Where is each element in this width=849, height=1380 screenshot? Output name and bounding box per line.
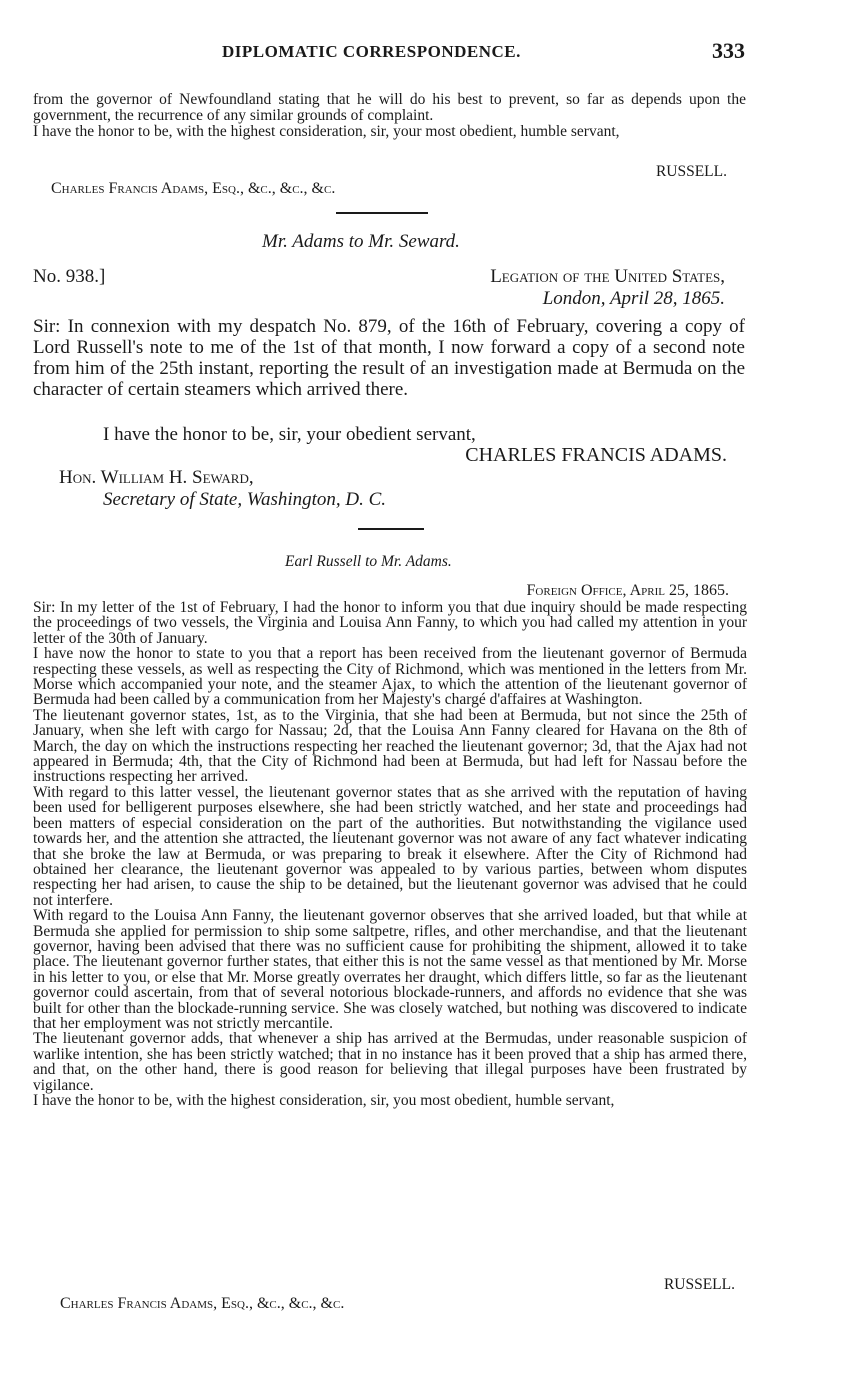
letter1-addressee: Charles Francis Adams, Esq., &c., &c., &c.	[51, 180, 336, 197]
letter3-paragraph: The lieutenant governor states, 1st, as to the Virginia, that she had been at Bermuda, but not since the 25th of January, when she left with cargo for Nassau; 2d, that the Louisa Ann Fanny cleared for Havana on the 8th of March, the day on which the instructions respecting her reached the lieutenant governor; 3d, that the Ajax had not appeared in Bermuda; 4th, that the City of Richmond had been at Bermuda, but had left for Nassau before the instructions respecting her arrived.	[33, 706, 747, 786]
letter2-addressee-title: Secretary of State, Washington, D. C.	[103, 489, 387, 510]
letter3-paragraph: I have now the honor to state to you that a report has been received from the lieutenant governor of Bermuda respecting these vessels, as well as respecting the City of Richmond, which was mentioned in the letters from Mr. Morse which accompanied your note, and the steamer Ajax, to which the attention of the lieutenant governor of Bermuda had been called by a communication from her Majesty's chargé d'affaires at Washington.	[33, 645, 747, 709]
letter1-signature: RUSSELL.	[655, 163, 727, 180]
section-divider-1	[336, 212, 428, 214]
letter1-body	[33, 92, 746, 140]
letter3-paragraph: The lieutenant governor adds, that whenever a ship has arrived at the Bermudas, under reasonable suspicion of warlike intention, she has been strictly watched; that in no instance has it been proved that a ship has armed there, and that, on the other hand, there is good reason for believing that illegal purposes have been frustrated by vigilance.	[33, 1030, 747, 1094]
letter3-paragraph: I have the honor to be, with the highest consideration, sir, you most obedient, humble servant,	[33, 1092, 615, 1109]
letter3-signature: RUSSELL.	[663, 1276, 735, 1293]
letter3-place-date: Foreign Office, April 25, 1865.	[526, 582, 729, 599]
page-number: 333	[712, 38, 745, 63]
letter2-heading: Mr. Adams to Mr. Seward.	[262, 231, 460, 252]
running-header	[0, 38, 849, 70]
letter3-paragraph: With regard to the Louisa Ann Fanny, the lieutenant governor observes that she arrived loaded, but that while at Bermuda she applied for permission to ship some saltpetre, rifles, and other merchandise, and that the lieutenant governor, having been advised that there was no sufficient cause for prohibiting the shipment, allowed it to take place. The lieutenant governor further states, that either this is not the same vessel as that mentioned by Mr. Morse in his letter to you, or else that Mr. Morse greatly overrates her draught, which differs little, so far as the lieutenant governor could ascertain, from that of several notorious blockade-runners, and affords no evidence that she was built for other than the blockade-running service. She was closely watched, but nothing was discovered to indicate that her employment was not strictly mercantile.	[33, 907, 747, 1032]
letter2-place: Legation of the United States,	[490, 266, 725, 287]
letter3-paragraph: Sir: In my letter of the 1st of February, I had the honor to inform you that due inquiry should be made respecting the proceedings of two vessels, the Virginia and Louisa Ann Fanny, to which you had called my attention in your letter of the 30th of January.	[33, 599, 747, 647]
section-divider-2	[358, 528, 424, 530]
header-title: DIPLOMATIC CORRESPONDENCE.	[222, 42, 521, 61]
letter3-addressee: Charles Francis Adams, Esq., &c., &c., &c.	[60, 1295, 345, 1312]
letter3-heading: Earl Russell to Mr. Adams.	[285, 553, 452, 570]
letter2-number: No. 938.]	[33, 266, 106, 287]
letter2-body: Sir: In connexion with my despatch No. 879, of the 16th of February, covering a copy of Lord Russell's note to me of the 1st of that month, I now forward a copy of a second note from him of the 25th instant, reporting the result of an investigation made at Bermuda on the character of certain steamers which arrived there.	[33, 316, 745, 400]
letter2-closing: I have the honor to be, sir, your obedient servant,	[103, 424, 476, 445]
letter1-closing: I have the honor to be, with the highest consideration, sir, your most obedient, humble servant,	[33, 123, 620, 140]
letter3-body	[33, 600, 747, 1108]
letter2-signature: CHARLES FRANCIS ADAMS.	[465, 444, 727, 466]
letter2-addressee-name: Hon. William H. Seward,	[59, 467, 254, 488]
letter1-text: from the governor of Newfoundland stating that he will do his best to prevent, so far as depends upon the government, the recurrence of any similar grounds of complaint.	[33, 91, 746, 124]
letter3-paragraph: With regard to this latter vessel, the lieutenant governor states that as she arrived with the reputation of having been used for belligerent purposes elsewhere, she had been strictly watched, and her state and proceedings had been matters of especial consideration on the part of the authorities. But notwithstanding the vigilance used towards her, and the attention she attracted, the lieutenant governor was not aware of any fact whatever indicating that she broke the law at Bermuda, or was preparing to break it elsewhere. After the City of Richmond had obtained her clearance, the lieutenant governor was appealed to by various parties, between whom disputes respecting her had arisen, to cause the ship to be detained, but the lieutenant governor was advised that he could not interfere.	[33, 783, 747, 909]
letter2-date: London, April 28, 1865.	[542, 288, 725, 309]
